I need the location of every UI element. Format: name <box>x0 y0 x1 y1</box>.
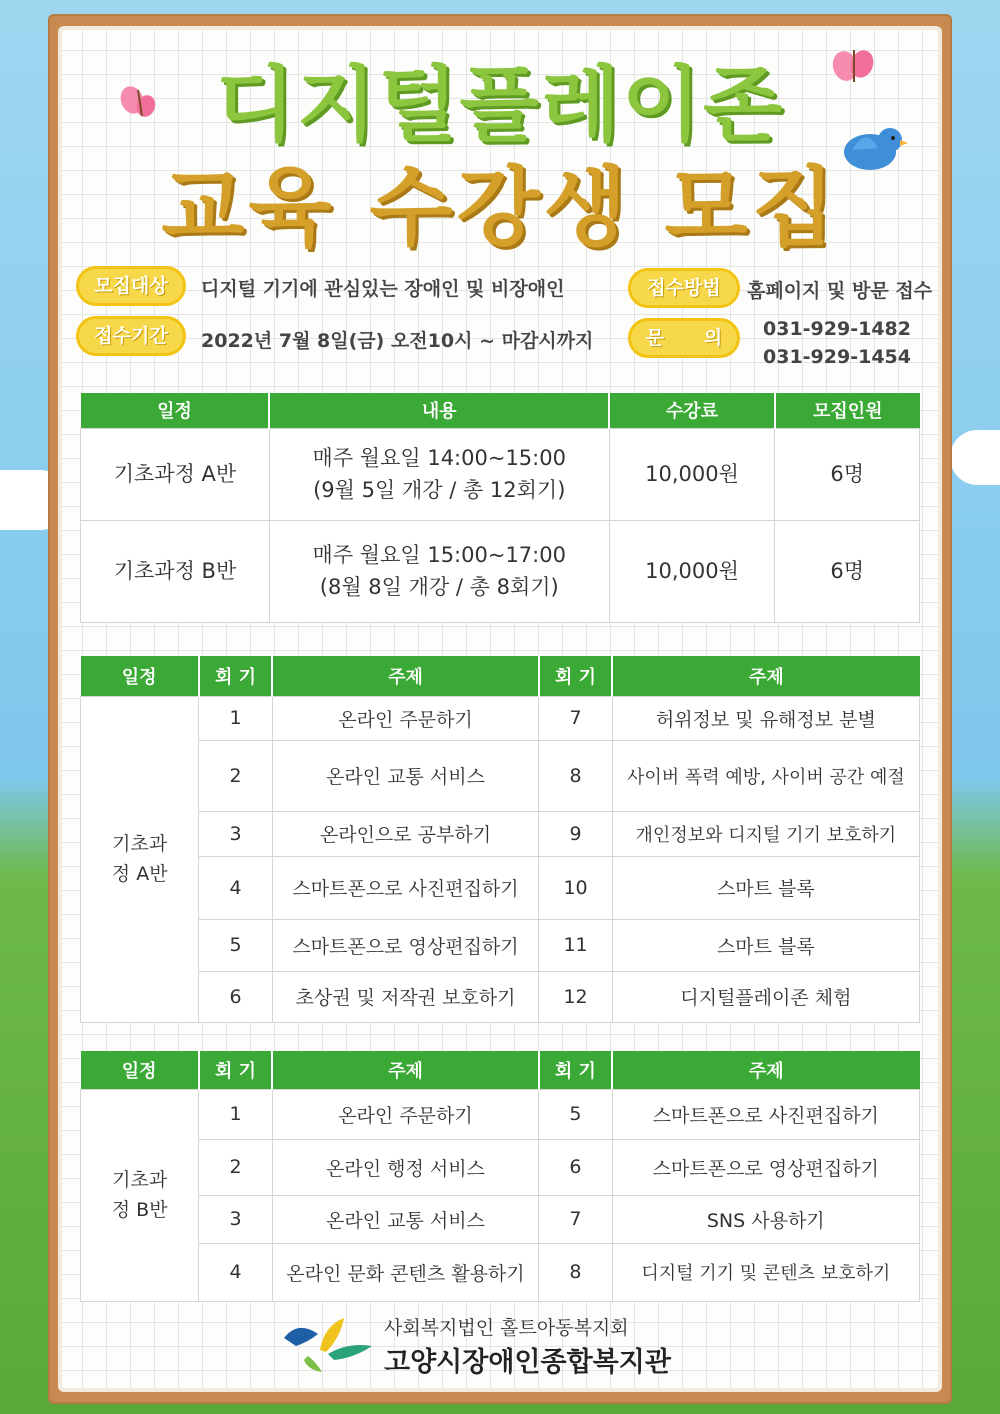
session-topic: 스마트 블록 <box>612 856 919 919</box>
session-number: 3 <box>199 811 272 856</box>
period-label-badge: 접수기간 <box>76 316 186 356</box>
session-topic: 온라인 교통 서비스 <box>272 740 539 811</box>
table-row <box>81 919 920 971</box>
method-label-badge: 접수방법 <box>628 268 740 308</box>
session-topic: 개인정보와 디지털 기기 보호하기 <box>612 811 919 856</box>
cloud-right <box>950 430 1000 485</box>
session-topic: 온라인 주문하기 <box>272 696 539 740</box>
session-number: 8 <box>539 740 612 811</box>
header-content: 내용 <box>269 393 609 428</box>
session-topic: 온라인으로 공부하기 <box>272 811 539 856</box>
poster-title-line1: 디지털플레이존 <box>215 58 785 153</box>
session-topic: 스마트폰으로 영상편집하기 <box>612 1139 919 1195</box>
course-a-header-row <box>81 656 920 696</box>
session-number: 4 <box>199 856 272 919</box>
target-label-badge: 모집대상 <box>76 266 186 306</box>
table-row <box>81 520 920 622</box>
table-row <box>81 1195 920 1243</box>
table-row <box>81 696 920 740</box>
header-schedule: 일정 <box>81 1051 199 1089</box>
course-fee: 10,000원 <box>609 428 775 520</box>
course-b-header-row <box>81 1051 920 1089</box>
course-fee: 10,000원 <box>609 520 775 622</box>
session-number: 6 <box>539 1139 612 1195</box>
period-value: 2022년 7월 8일(금) 오전10시 ~ 마감시까지 <box>201 330 594 352</box>
header-schedule: 일정 <box>81 393 270 428</box>
session-number: 5 <box>199 919 272 971</box>
org-parent-name: 사회복지법인 홀트아동복지회 <box>384 1317 629 1339</box>
session-topic: 스마트 블록 <box>612 919 919 971</box>
session-number: 4 <box>199 1243 272 1301</box>
contact-label-badge: 문 의 <box>628 318 740 358</box>
course-capacity: 6명 <box>775 520 920 622</box>
phone-number-2: 031-929-1454 <box>763 346 911 368</box>
session-number: 6 <box>199 971 272 1022</box>
session-topic: SNS 사용하기 <box>612 1195 919 1243</box>
org-name: 고양시장애인종합복지관 <box>384 1347 671 1378</box>
course-time-cell <box>269 428 609 520</box>
course-a-table <box>80 656 920 1023</box>
header-topic: 주제 <box>612 1051 919 1089</box>
header-session: 회 기 <box>539 1051 612 1089</box>
session-topic: 온라인 문화 콘텐츠 활용하기 <box>272 1243 539 1301</box>
header-fee: 수강료 <box>609 393 775 428</box>
course-name: 기초과정 B반 <box>81 520 270 622</box>
session-topic: 온라인 주문하기 <box>272 1089 539 1139</box>
course-a-label: 기초과정 A반 <box>111 833 168 885</box>
header-capacity: 모집인원 <box>775 393 920 428</box>
course-a-name <box>81 696 199 1022</box>
header-topic: 주제 <box>612 656 919 696</box>
session-number: 7 <box>539 696 612 740</box>
session-topic: 초상권 및 저작권 보호하기 <box>272 971 539 1022</box>
session-topic: 디지털플레이존 체험 <box>612 971 919 1022</box>
poster-title-line2: 교육 수강생 모집 <box>161 158 839 258</box>
session-number: 5 <box>539 1089 612 1139</box>
header-schedule: 일정 <box>81 656 199 696</box>
session-topic: 허위정보 및 유해정보 분별 <box>612 696 919 740</box>
schedule-header-row <box>81 393 920 428</box>
table-row <box>81 856 920 919</box>
course-time-cell <box>269 520 609 622</box>
session-topic: 사이버 폭력 예방, 사이버 공간 예절 <box>612 740 919 811</box>
schedule-table <box>80 393 920 623</box>
course-b-name <box>81 1089 199 1301</box>
session-number: 11 <box>539 919 612 971</box>
method-value: 홈페이지 및 방문 접수 <box>747 280 933 302</box>
course-b-label: 기초과정 B반 <box>111 1169 168 1221</box>
welfare-center-logo-icon <box>278 1312 374 1374</box>
session-number: 9 <box>539 811 612 856</box>
course-start: (8월 8일 개강 / 총 8회기) <box>319 575 559 599</box>
session-topic: 디지털 기기 및 콘텐츠 보호하기 <box>612 1243 919 1301</box>
session-number: 12 <box>539 971 612 1022</box>
header-session: 회 기 <box>199 1051 272 1089</box>
session-number: 1 <box>199 1089 272 1139</box>
table-row <box>81 740 920 811</box>
phone-number-1: 031-929-1482 <box>763 318 911 340</box>
header-session: 회 기 <box>199 656 272 696</box>
course-b-table <box>80 1051 920 1302</box>
table-row <box>81 971 920 1022</box>
course-time: 매주 월요일 14:00~15:00 <box>312 446 566 470</box>
session-topic: 스마트폰으로 사진편집하기 <box>272 856 539 919</box>
session-topic: 온라인 교통 서비스 <box>272 1195 539 1243</box>
course-start: (9월 5일 개강 / 총 12회기) <box>313 478 566 502</box>
header-topic: 주제 <box>272 656 539 696</box>
table-row <box>81 811 920 856</box>
session-topic: 스마트폰으로 영상편집하기 <box>272 919 539 971</box>
session-number: 7 <box>539 1195 612 1243</box>
session-topic: 온라인 행정 서비스 <box>272 1139 539 1195</box>
session-number: 8 <box>539 1243 612 1301</box>
session-number: 2 <box>199 1139 272 1195</box>
table-row <box>81 1243 920 1301</box>
table-row <box>81 428 920 520</box>
session-number: 10 <box>539 856 612 919</box>
course-name: 기초과정 A반 <box>81 428 270 520</box>
course-capacity: 6명 <box>775 428 920 520</box>
table-row <box>81 1139 920 1195</box>
header-topic: 주제 <box>272 1051 539 1089</box>
session-number: 3 <box>199 1195 272 1243</box>
session-number: 1 <box>199 696 272 740</box>
session-number: 2 <box>199 740 272 811</box>
course-time: 매주 월요일 15:00~17:00 <box>312 543 566 567</box>
target-value: 디지털 기기에 관심있는 장애인 및 비장애인 <box>201 278 565 300</box>
header-session: 회 기 <box>539 656 612 696</box>
table-row <box>81 1089 920 1139</box>
session-topic: 스마트폰으로 사진편집하기 <box>612 1089 919 1139</box>
